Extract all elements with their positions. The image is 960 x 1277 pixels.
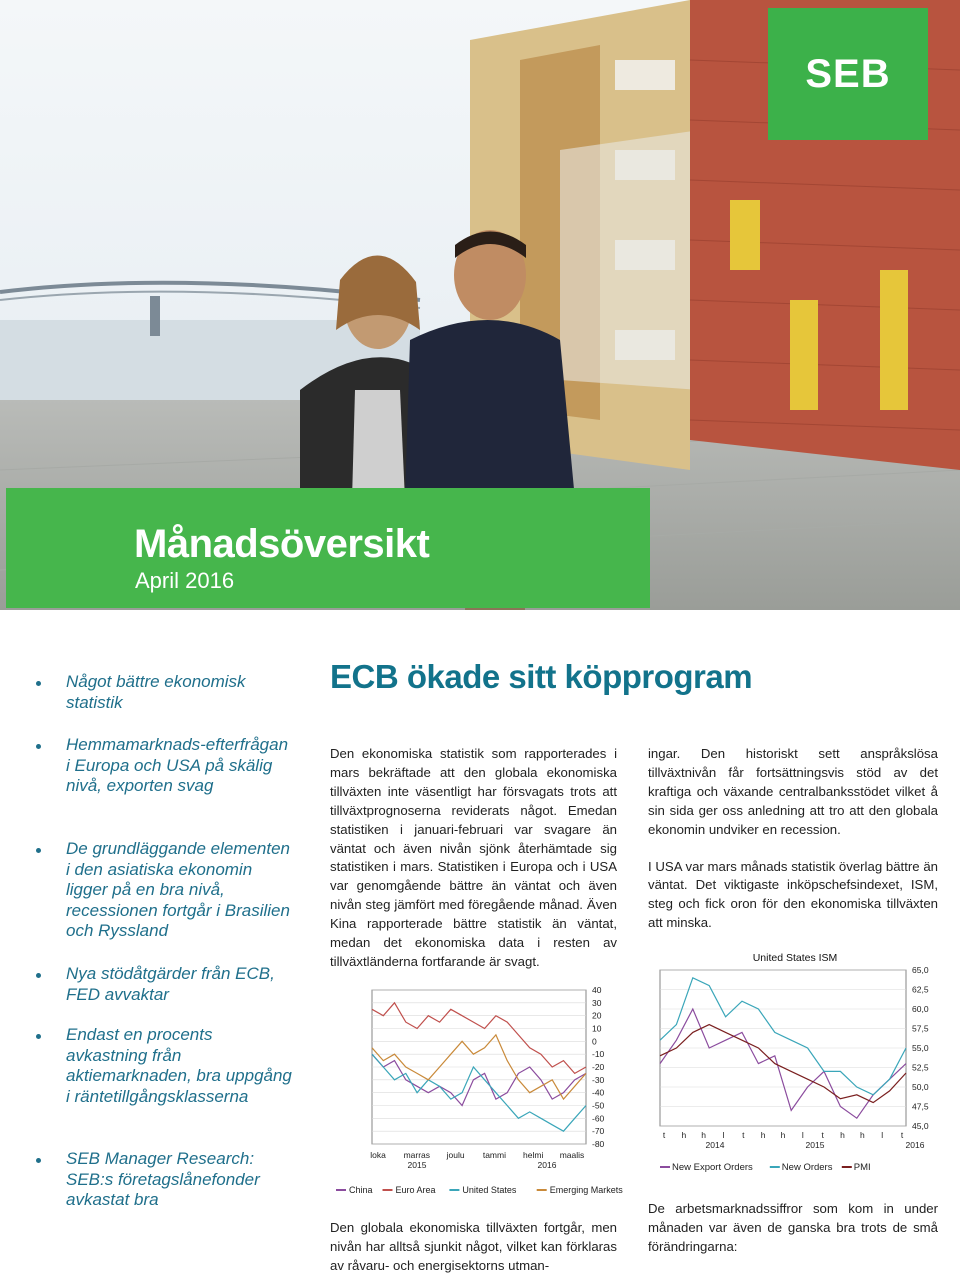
legend-label: China	[349, 1185, 373, 1195]
x-tick-label: l	[801, 1130, 804, 1140]
global-growth-chart	[336, 982, 626, 1202]
legend-label: United States	[462, 1185, 517, 1195]
x-tick-label: loka	[370, 1150, 386, 1160]
y-tick-label: -80	[592, 1139, 605, 1149]
x-tick-label: h	[780, 1130, 786, 1140]
x-tick-label: h	[840, 1130, 845, 1140]
y-tick-label: -20	[592, 1062, 605, 1072]
x-tick-label: joulu	[446, 1150, 465, 1160]
x-tick-label: t	[900, 1130, 904, 1140]
x-tick-label: h	[701, 1130, 707, 1140]
bullet-item: SEB Manager Research: SEB:s företagslånefonder avkastat bra	[36, 1149, 296, 1211]
bullet-icon	[36, 848, 41, 853]
paragraph: De arbetsmarknadssiffror som kom in under månaden var även de ganska bra trots de små förändringarna:	[648, 1201, 938, 1254]
article-column-1	[330, 745, 617, 990]
bullet-item: Något bättre ekonomisk statistik	[36, 672, 296, 713]
article-caption-1	[330, 1219, 617, 1277]
seb-logo	[768, 8, 928, 140]
x-tick-label: tammi	[482, 1150, 506, 1160]
x-year-label: 2015	[805, 1140, 825, 1150]
x-tick-label: helmi	[523, 1150, 544, 1160]
article-caption-2	[648, 1200, 938, 1275]
y-tick-label: -60	[592, 1113, 605, 1124]
page-title: Månadsöversikt	[134, 522, 430, 566]
x-tick-label: h	[681, 1130, 687, 1140]
bullet-icon	[36, 973, 41, 978]
chart-title: United States ISM	[752, 952, 838, 964]
x-tick-label: maalis	[559, 1150, 585, 1160]
y-tick-label: 52,5	[912, 1062, 929, 1073]
legend-label: PMI	[853, 1162, 871, 1173]
x-tick-label: l	[722, 1130, 725, 1140]
bullet-icon	[36, 1158, 41, 1163]
x-year-label: 2014	[705, 1140, 725, 1150]
bullet-icon	[36, 1034, 41, 1039]
bullet-item: De grundläggande elementen i den asiatiska ekonomin ligger på en bra nivå, recessionen fortgår i Brasilien och Ryssland	[36, 839, 296, 942]
y-tick-label: 47,5	[912, 1101, 929, 1112]
x-tick-label: h	[760, 1130, 766, 1140]
y-tick-label: -30	[592, 1074, 605, 1085]
paragraph: Den globala ekonomiska tillväxten fortgår, men nivån har alltså sjunkit något, vilket kan förklaras av råvaru- och energisektorns utman-	[330, 1220, 617, 1273]
x-tick-label: h	[859, 1130, 865, 1140]
x-year-label: 2016	[537, 1160, 557, 1170]
y-tick-label: 20	[592, 1010, 602, 1021]
y-tick-label: -40	[592, 1087, 605, 1098]
y-tick-label: 30	[592, 997, 602, 1008]
bullet-item: Nya stödåtgärder från ECB, FED avvaktar	[36, 964, 296, 1005]
bullet-item: Endast en procents avkastning från aktiemarknaden, bra uppgång i räntetillgångsklasserna	[36, 1025, 296, 1107]
us-ism-chart	[650, 948, 946, 1180]
x-tick-label: t	[662, 1130, 666, 1140]
article-headline: ECB ökade sitt köpprogram	[330, 658, 753, 695]
y-tick-label: -70	[592, 1126, 605, 1137]
x-tick-label: marras	[403, 1150, 431, 1160]
x-year-label: 2016	[905, 1140, 925, 1150]
y-tick-label: -50	[592, 1100, 605, 1111]
y-tick-label: 10	[592, 1023, 602, 1034]
y-tick-label: 45,0	[912, 1121, 929, 1131]
bullet-icon	[36, 681, 41, 686]
y-tick-label: 0	[592, 1036, 597, 1047]
x-tick-label: t	[742, 1130, 745, 1140]
legend-label: New Export Orders	[672, 1162, 753, 1173]
legend-label: Emerging Markets	[549, 1185, 623, 1195]
x-year-label: 2015	[407, 1160, 427, 1170]
x-tick-label: l	[881, 1130, 884, 1140]
y-tick-label: 65,0	[912, 965, 929, 975]
y-tick-label: 55,0	[912, 1043, 929, 1053]
y-tick-label: 62,5	[912, 984, 929, 995]
y-tick-label: -10	[592, 1049, 605, 1060]
bullet-item: Hemmamarknads-efterfrågan i Europa och USA på skälig nivå, exporten svag	[36, 735, 296, 797]
hero-photo	[0, 0, 960, 610]
y-tick-label: 50,0	[912, 1082, 929, 1092]
y-tick-label: 57,5	[912, 1023, 929, 1034]
legend-label: New Orders	[781, 1162, 833, 1173]
y-tick-label: 40	[592, 985, 602, 995]
bullet-icon	[36, 744, 41, 749]
article-column-2	[648, 745, 938, 951]
seb-logo-text: SEB	[805, 51, 891, 96]
x-tick-label: t	[821, 1130, 824, 1140]
y-tick-label: 60,0	[912, 1004, 929, 1014]
paragraph: Den ekonomiska statistik som rapporterades i mars bekräftade att den globala ekonomiska tillväxten inte väsentligt har försvagats trots att tillväxtprognoserna reviderats något. Emedan statistiken i januari-februari var svagare än väntat och även nivån sjönk återhämtade sig statistiken i mars. Statistiken i Europa och i USA var genomgående bättre än väntat och även nivån steg jämfört med föregående månad. Även Kina rapporterade bättre statistik än väntat, medan det ekonomiska data i resten av tillväxtländerna fortfarande är svagt.	[330, 746, 617, 969]
page-subtitle: April 2016	[135, 568, 235, 593]
paragraph: I USA var mars månads statistik överlag bättre än väntat. Det viktigaste inköpschefsindexet, ISM, steg och fick oron för den ekonomiska tillväxten att minska.	[648, 858, 938, 931]
paragraph: ingar. Den historiskt sett anspråkslösa tillväxtnivån får fortsättningsvis stöd av det kraftiga och växande centralbanksstödet vilket å sin sida ger oss anledning att tro att den globala ekonomin undviker en recession.	[648, 746, 938, 837]
legend-label: Euro Area	[395, 1185, 436, 1195]
